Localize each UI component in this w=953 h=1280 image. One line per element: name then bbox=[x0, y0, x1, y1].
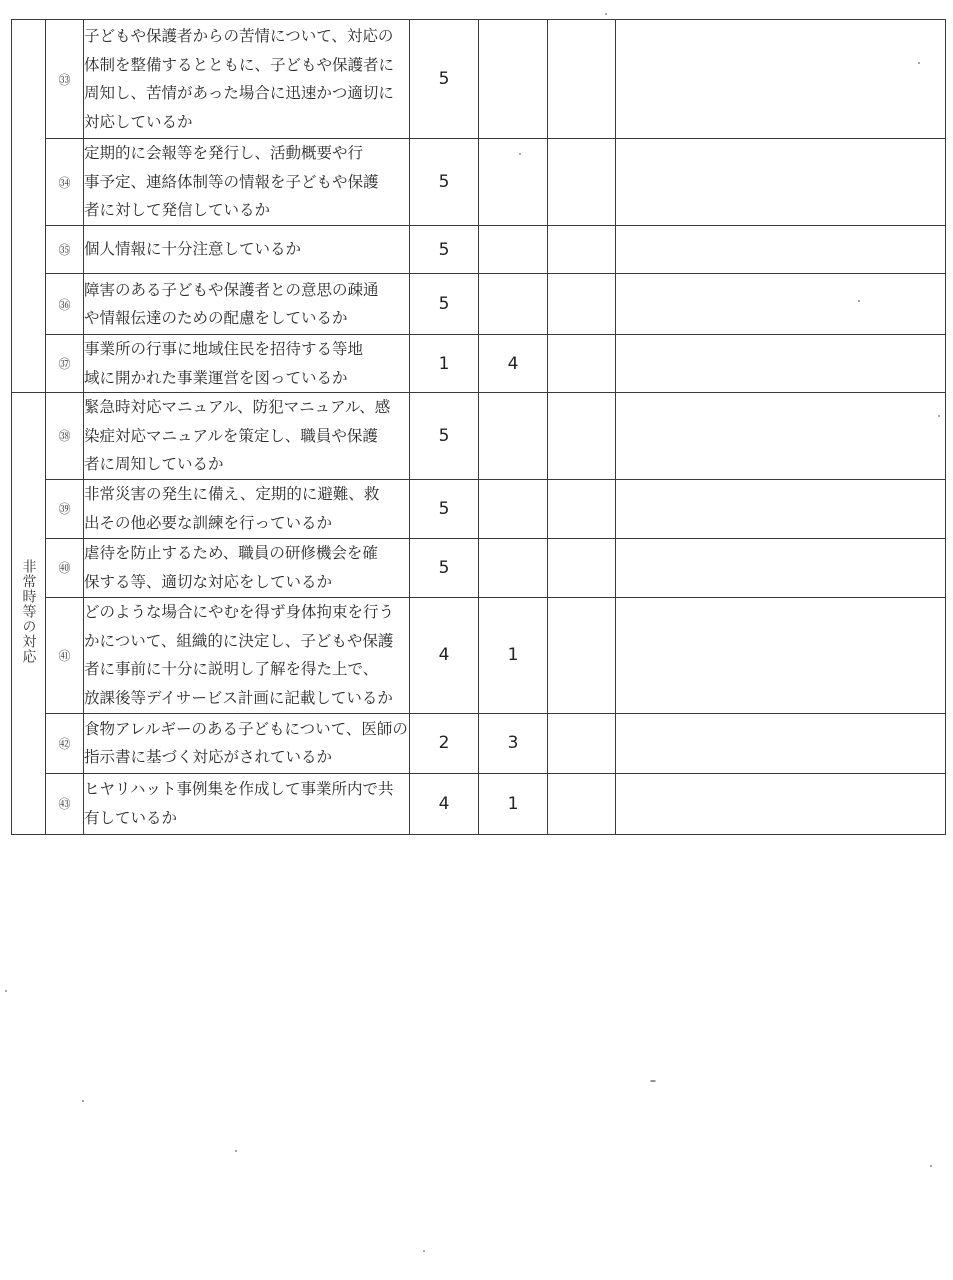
question-line: 緊急時対応マニュアル、防犯マニュアル、感 bbox=[84, 398, 391, 416]
scan-speck bbox=[5, 990, 7, 992]
unknown-count bbox=[548, 335, 616, 393]
table-row bbox=[12, 335, 946, 393]
item-number: ㊱ bbox=[46, 274, 84, 335]
question-line: ヒヤリハット事例集を作成して事業所内で共 bbox=[84, 780, 394, 798]
item-number: ㊴ bbox=[46, 479, 84, 538]
table-row bbox=[12, 20, 946, 139]
question-cell bbox=[84, 773, 410, 834]
yes-count: 1 bbox=[410, 335, 479, 393]
unknown-count bbox=[548, 773, 616, 834]
no-count bbox=[479, 538, 548, 597]
item-number: ㉟ bbox=[46, 226, 84, 274]
yes-count: 5 bbox=[410, 20, 479, 139]
table-row bbox=[12, 393, 946, 480]
yes-count: 5 bbox=[410, 393, 479, 480]
no-count bbox=[479, 274, 548, 335]
memo-cell bbox=[616, 538, 946, 597]
table-row bbox=[12, 597, 946, 713]
item-number: ㉞ bbox=[46, 139, 84, 226]
unknown-count bbox=[548, 20, 616, 139]
question-line: 出その他必要な訓練を行っているか bbox=[84, 513, 333, 532]
no-count bbox=[479, 479, 548, 538]
category-cell bbox=[12, 393, 46, 835]
self-evaluation-table bbox=[11, 19, 946, 835]
no-count: 1 bbox=[479, 597, 548, 713]
yes-count: 5 bbox=[410, 226, 479, 274]
unknown-count bbox=[548, 274, 616, 335]
scan-speck bbox=[82, 1100, 84, 1102]
question-line: 指示書に基づく対応がされているか bbox=[84, 748, 333, 766]
memo-cell bbox=[616, 20, 946, 139]
question-cell bbox=[84, 335, 410, 393]
question-line: 子どもや保護者からの苦情について、対応の bbox=[84, 27, 394, 45]
yes-count: 5 bbox=[410, 274, 479, 335]
memo-cell bbox=[616, 393, 946, 480]
unknown-count bbox=[548, 393, 616, 480]
scan-speck bbox=[605, 13, 607, 15]
table-row bbox=[12, 226, 946, 274]
yes-count: 4 bbox=[410, 597, 479, 713]
question-cell bbox=[84, 139, 410, 226]
item-number: ㊵ bbox=[46, 538, 84, 597]
question-line: かについて、組織的に決定し、子どもや保護 bbox=[84, 631, 394, 650]
question-line: や情報伝達のための配慮をしているか bbox=[84, 309, 348, 327]
no-count: 3 bbox=[479, 713, 548, 773]
question-line: 体制を整備するとともに、子どもや保護者に bbox=[84, 55, 395, 74]
question-cell bbox=[84, 597, 410, 713]
item-number: ㊶ bbox=[46, 597, 84, 713]
category-cell bbox=[12, 20, 46, 393]
no-count bbox=[479, 139, 548, 226]
question-line: 非常災害の発生に備え、定期的に避難、救 bbox=[84, 485, 380, 503]
table-row bbox=[12, 713, 946, 773]
evaluation-sheet bbox=[11, 19, 945, 831]
yes-count: 5 bbox=[410, 479, 479, 538]
question-line: 者に事前に十分に説明し了解を得た上で、 bbox=[84, 660, 379, 678]
question-line: 放課後等デイサービス計画に記載しているか bbox=[84, 688, 393, 707]
question-line: 者に対して発信しているか bbox=[84, 201, 271, 220]
memo-cell bbox=[616, 713, 946, 773]
category-label: 非常時等の対応 bbox=[20, 558, 37, 664]
scan-speck bbox=[519, 153, 521, 155]
question-cell bbox=[84, 538, 410, 597]
scan-speck bbox=[930, 1165, 932, 1167]
scan-speck bbox=[918, 62, 920, 64]
question-cell bbox=[84, 274, 410, 335]
scan-speck bbox=[235, 1150, 237, 1152]
question-line: 周知し、苦情があった場合に迅速かつ適切に bbox=[84, 84, 394, 102]
question-line: 個人情報に十分注意しているか bbox=[84, 240, 302, 259]
no-count bbox=[479, 226, 548, 274]
item-number: ㊷ bbox=[46, 713, 84, 773]
unknown-count bbox=[548, 479, 616, 538]
unknown-count bbox=[548, 713, 616, 773]
scan-speck bbox=[650, 1080, 656, 1082]
yes-count: 5 bbox=[410, 139, 479, 226]
item-number: ㊲ bbox=[46, 335, 84, 393]
memo-cell bbox=[616, 597, 946, 713]
question-cell bbox=[84, 393, 410, 480]
scan-speck bbox=[858, 300, 860, 302]
question-line: 染症対応マニュアルを策定し、職員や保護 bbox=[84, 426, 378, 445]
scan-speck bbox=[423, 1250, 425, 1252]
question-line: 有しているか bbox=[84, 808, 178, 827]
memo-cell bbox=[616, 274, 946, 335]
no-count bbox=[479, 20, 548, 139]
unknown-count bbox=[548, 226, 616, 274]
question-line: 対応しているか bbox=[84, 112, 193, 131]
question-line: 定期的に会報等を発行し、活動概要や行 bbox=[84, 144, 364, 163]
item-number: ㊸ bbox=[46, 773, 84, 834]
unknown-count bbox=[548, 538, 616, 597]
question-line: 者に周知しているか bbox=[84, 455, 224, 473]
no-count: 4 bbox=[479, 335, 548, 393]
yes-count: 5 bbox=[410, 538, 479, 597]
memo-cell bbox=[616, 335, 946, 393]
question-line: 虐待を防止するため、職員の研修機会を確 bbox=[84, 544, 378, 562]
no-count: 1 bbox=[479, 773, 548, 834]
question-line: 域に開かれた事業運営を図っているか bbox=[84, 368, 348, 387]
table-row bbox=[12, 479, 946, 538]
memo-cell bbox=[616, 139, 946, 226]
question-line: 事業所の行事に地域住民を招待する等地 bbox=[84, 340, 364, 358]
table-row bbox=[12, 139, 946, 226]
question-line: 食物アレルギーのある子どもについて、医師の bbox=[84, 719, 408, 738]
memo-cell bbox=[616, 773, 946, 834]
question-cell bbox=[84, 713, 410, 773]
item-number: ㉝ bbox=[46, 20, 84, 139]
unknown-count bbox=[548, 139, 616, 226]
memo-cell bbox=[616, 226, 946, 274]
question-cell bbox=[84, 20, 410, 139]
question-line: 事予定、連絡体制等の情報を子どもや保護 bbox=[84, 172, 379, 191]
yes-count: 2 bbox=[410, 713, 479, 773]
table-row bbox=[12, 538, 946, 597]
question-cell bbox=[84, 479, 410, 538]
yes-count: 4 bbox=[410, 773, 479, 834]
scan-speck bbox=[938, 415, 940, 417]
question-line: 保する等、適切な対応をしているか bbox=[84, 572, 333, 591]
table-row bbox=[12, 274, 946, 335]
question-cell bbox=[84, 226, 410, 274]
memo-cell bbox=[616, 479, 946, 538]
question-line: 障害のある子どもや保護者との意思の疎通 bbox=[84, 280, 379, 299]
unknown-count bbox=[548, 597, 616, 713]
question-line: どのような場合にやむを得ず身体拘束を行う bbox=[84, 603, 395, 621]
no-count bbox=[479, 393, 548, 480]
item-number: ㊳ bbox=[46, 393, 84, 480]
table-row bbox=[12, 773, 946, 834]
